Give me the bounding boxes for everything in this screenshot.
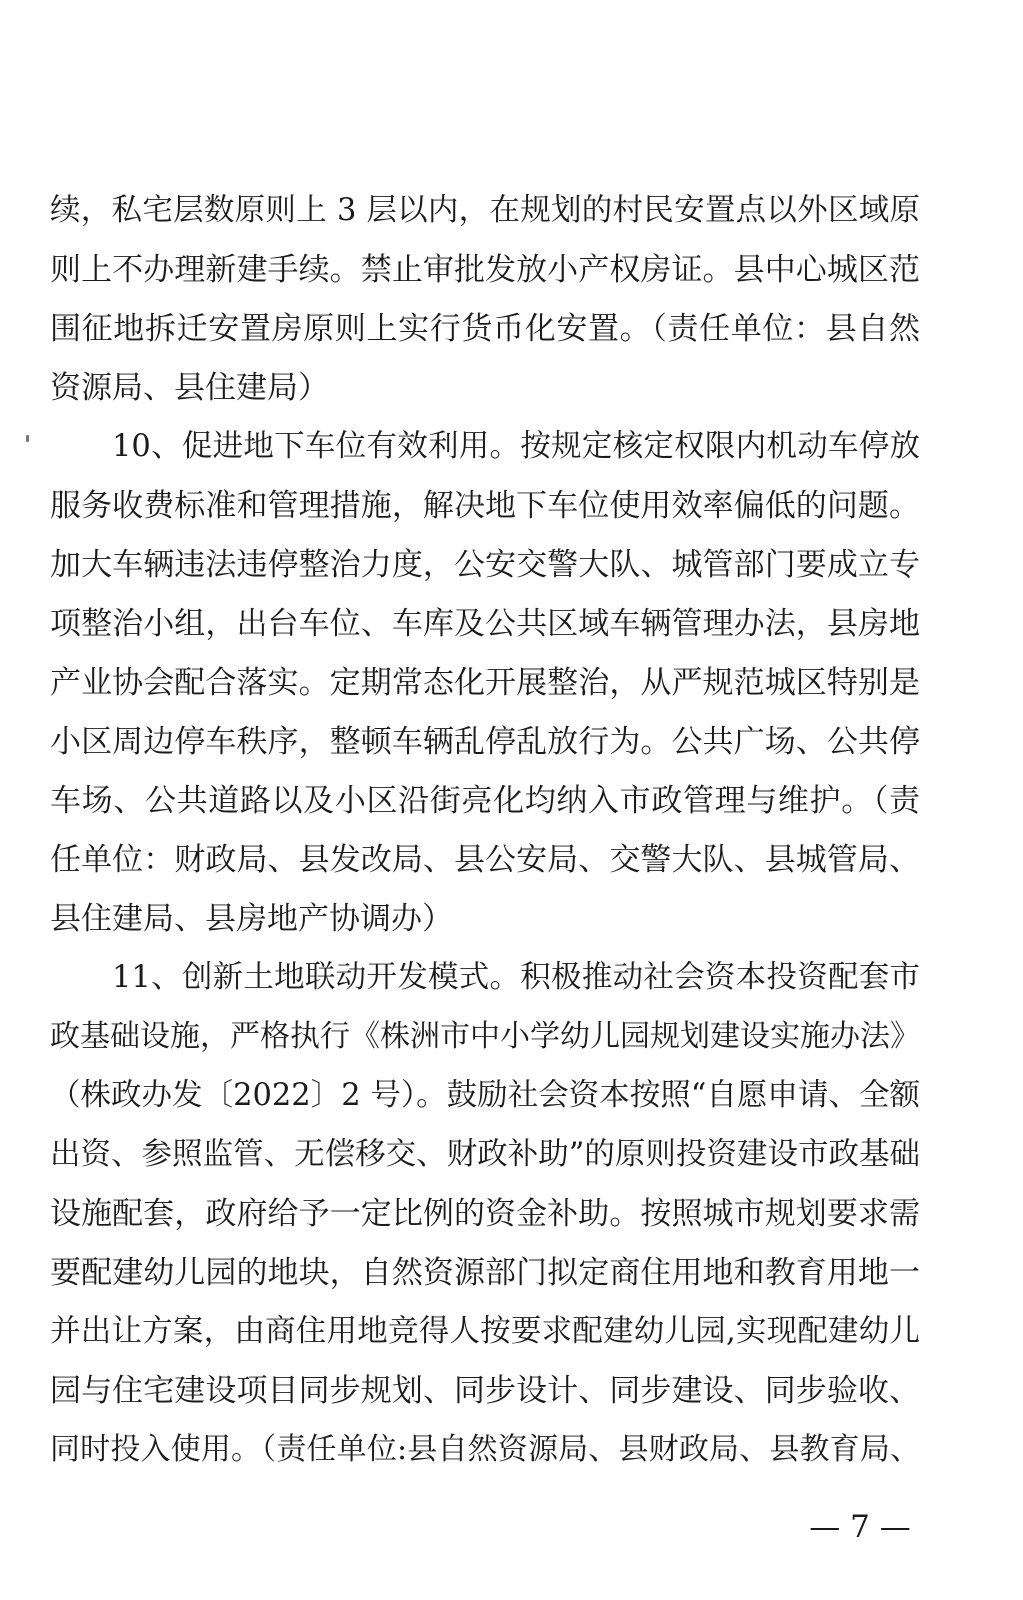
text-line: （株政办发〔2022〕2 号）。鼓励社会资本按照“自愿申请、全额	[50, 1078, 920, 1113]
text-line: 要配建幼儿园的地块，自然资源部门拟定商住用地和教育用地一	[50, 1255, 920, 1291]
text-line: 并出让方案，由商住用地竞得人按要求配建幼儿园,实现配建幼儿	[50, 1314, 920, 1349]
text-line: 同时投入使用。（责任单位:县自然资源局、县财政局、县教育局、	[50, 1432, 920, 1467]
scan-speck	[26, 435, 29, 442]
text-line: 项整治小组，出台车位、车库及公共区域车辆管理办法，县房地	[50, 606, 920, 642]
text-line: 续，私宅层数原则上 3 层以内，在规划的村民安置点以外区域原	[50, 193, 920, 228]
text-line: 任单位：财政局、县发改局、县公安局、交警大队、县城管局、	[50, 842, 920, 878]
text-line: 资源局、县住建局）	[50, 370, 329, 406]
page-number: — 7 —	[809, 1509, 911, 1545]
text-line: 出资、参照监管、无偿移交、财政补助”的原则投资建设市政基础	[50, 1137, 920, 1172]
text-line: 园与住宅建设项目同步规划、同步设计、同步建设、同步验收、	[50, 1373, 920, 1409]
text-line: 围征地拆迁安置房原则上实行货币化安置。（责任单位：县自然	[50, 311, 920, 347]
text-line: 服务收费标准和管理措施，解决地下车位使用效率偏低的问题。	[50, 488, 920, 524]
text-line: 设施配套，政府给予一定比例的资金补助。按照城市规划要求需	[50, 1196, 920, 1232]
text-line: 车场、公共道路以及小区沿街亮化均纳入市政管理与维护。（责	[50, 783, 920, 819]
text-line: 产业协会配合落实。定期常态化开展整治，从严规范城区特别是	[50, 665, 920, 701]
text-line: 则上不办理新建手续。禁止审批发放小产权房证。县中心城区范	[50, 252, 920, 288]
text-line: 小区周边停车秩序，整顿车辆乱停乱放行为。公共广场、公共停	[50, 724, 920, 760]
text-line: 政基础设施，严格执行《株洲市中小学幼儿园规划建设实施办法》	[50, 1019, 920, 1054]
paragraph-start-line: 11、创新土地联动开发模式。积极推动社会资本投资配套市	[112, 960, 920, 995]
paragraph-start-line: 10、促进地下车位有效利用。按规定核定权限内机动车停放	[112, 429, 920, 464]
text-line: 县住建局、县房地产协调办）	[50, 901, 453, 937]
text-line: 加大车辆违法违停整治力度，公安交警大队、城管部门要成立专	[50, 547, 920, 583]
